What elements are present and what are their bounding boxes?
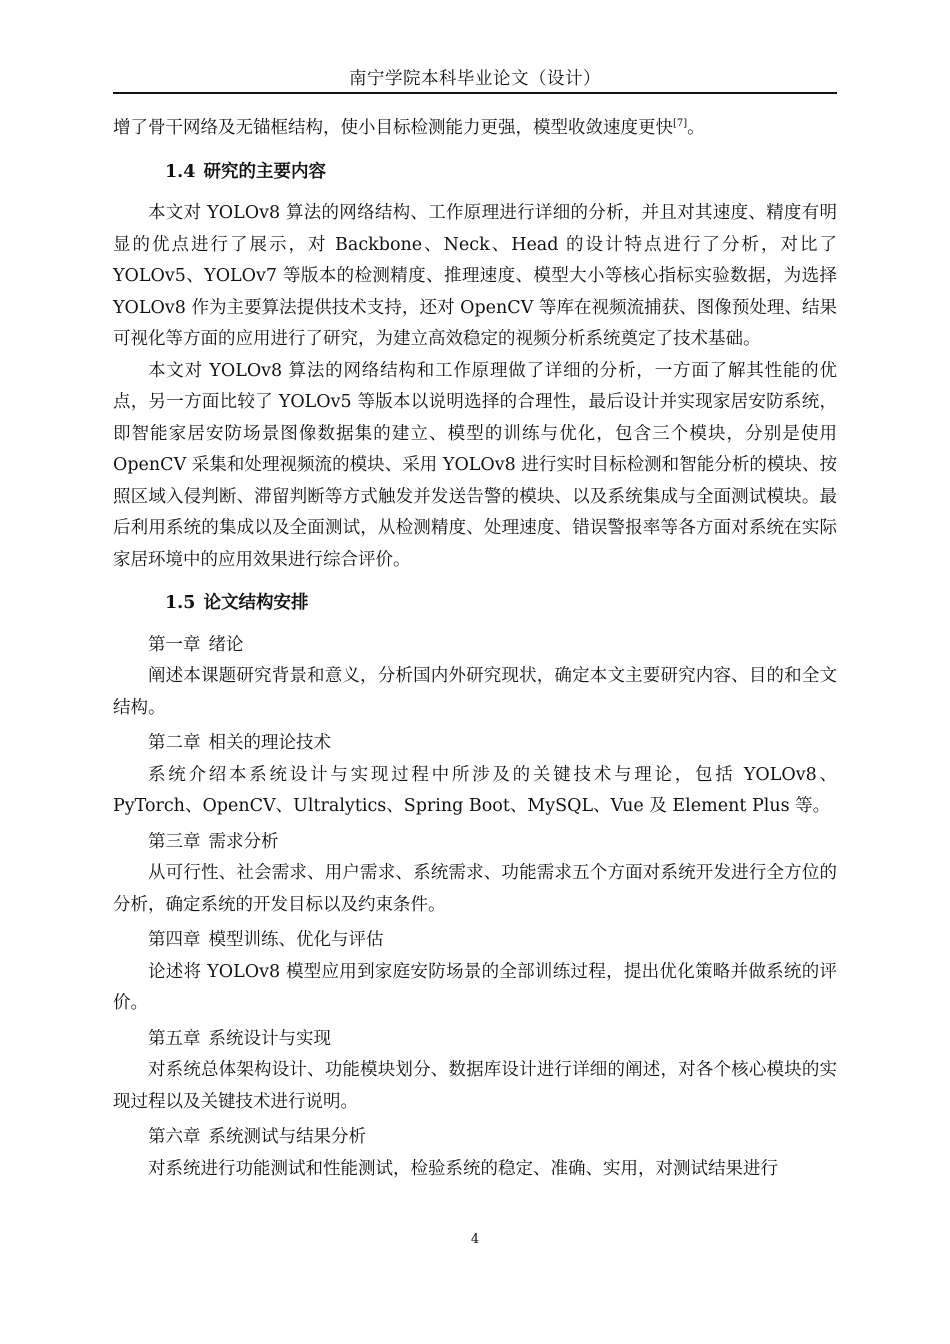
section-number: 1.4 [165, 161, 196, 182]
chapter-heading [113, 1122, 837, 1154]
body-paragraph: 本文对 YOLOv8 算法的网络结构、工作原理进行详细的分析，并且对其速度、精度有明显的优点进行了展示，对 Backbone、Neck、Head 的设计特点进行了分析，对比了 YOLOv5、YOLOv7 等版本的检测精度、推理速度、模型大小等核心指标实验数据，为选择 YOLOv8 作为主要算法提供技术支持，还对 OpenCV 等库在视频流捕获、图像预处理、结果可视化等方面的应用进行了研究，为建立高效稳定的视频分析系统奠定了技术基础。 [113, 203, 837, 349]
chapter-description: 对系统进行功能测试和性能测试，检验系统的稳定、准确、实用，对测试结果进行 [148, 1158, 778, 1179]
page-number: 4 [470, 1232, 480, 1247]
section-number: 1.5 [165, 593, 196, 613]
chapter-description: 从可行性、社会需求、用户需求、系统需求、功能需求五个方面对系统开发进行全方位的分析，确定系统的开发目标以及约束条件。 [113, 863, 837, 915]
chapter-title: 系统测试与结果分析 [208, 1127, 366, 1147]
chapter-number: 第六章 [148, 1127, 201, 1147]
chapter-number: 第三章 [148, 831, 201, 852]
intro-fragment-end: 。 [687, 118, 705, 138]
chapter-number: 第二章 [148, 733, 201, 753]
section-title: 研究的主要内容 [203, 161, 326, 182]
chapter-title: 相关的理论技术 [208, 733, 331, 753]
chapter-title: 系统设计与实现 [208, 1028, 331, 1049]
chapter-number: 第一章 [148, 634, 201, 655]
chapter-description: 论述将 YOLOv8 模型应用到家庭安防场景的全部训练过程，提出优化策略并做系统的评价。 [113, 961, 837, 1013]
intro-fragment-text: 增了骨干网络及无锚框结构，使小目标检测能力更强，模型收敛速度更快 [113, 118, 673, 138]
chapter-number: 第五章 [148, 1028, 201, 1049]
chapter-heading [113, 728, 837, 760]
body-paragraph: 本文对 YOLOv8 算法的网络结构和工作原理做了详细的分析，一方面了解其性能的优点，另一方面比较了 YOLOv5 等版本以说明选择的合理性，最后设计并实现家居安防系统，即智能家居安防场景图像数据集的建立、模型的训练与优化，包含三个模块，分别是使用 OpenCV 采集和处理视频流的模块、采用 YOLOv8 进行实时目标检测和智能分析的模块、按照区域入侵判断、滞留判断等方式触发并发送告警的模块、以及系统集成与全面测试模块。最后利用系统的集成以及全面测试，从检测精度、处理速度、错误警报率等各方面对系统在实际家居环境中的应用效果进行综合评价。 [113, 360, 837, 570]
chapter-description: 阐述本课题研究背景和意义，分析国内外研究现状，确定本文主要研究内容、目的和全文结构。 [113, 666, 837, 718]
section-heading-1-5 [113, 588, 837, 620]
chapter-title: 绪论 [208, 634, 244, 655]
page-body [113, 113, 837, 1185]
chapter-number: 第四章 [148, 930, 201, 950]
citation-ref: [7] [673, 118, 688, 130]
chapter-heading [113, 1024, 837, 1056]
section-heading-1-4 [113, 157, 837, 189]
chapter-heading [113, 925, 837, 957]
page-header-title: 南宁学院本科毕业论文（设计） [349, 69, 601, 89]
intro-fragment-paragraph [113, 113, 837, 145]
header-rule [113, 92, 837, 94]
chapter-title: 模型训练、优化与评估 [208, 930, 384, 950]
chapter-description: 对系统总体架构设计、功能模块划分、数据库设计进行详细的阐述，对各个核心模块的实现过程以及关键技术进行说明。 [113, 1060, 837, 1112]
chapter-description: 系统介绍本系统设计与实现过程中所涉及的关键技术与理论，包括 YOLOv8、PyTorch、OpenCV、Ultralytics、Spring Boot、MySQL、Vue 及 Element Plus 等。 [113, 764, 837, 816]
chapter-heading [113, 827, 837, 859]
chapter-title: 需求分析 [208, 831, 279, 852]
chapter-heading [113, 630, 837, 662]
section-title: 论文结构安排 [203, 593, 309, 613]
